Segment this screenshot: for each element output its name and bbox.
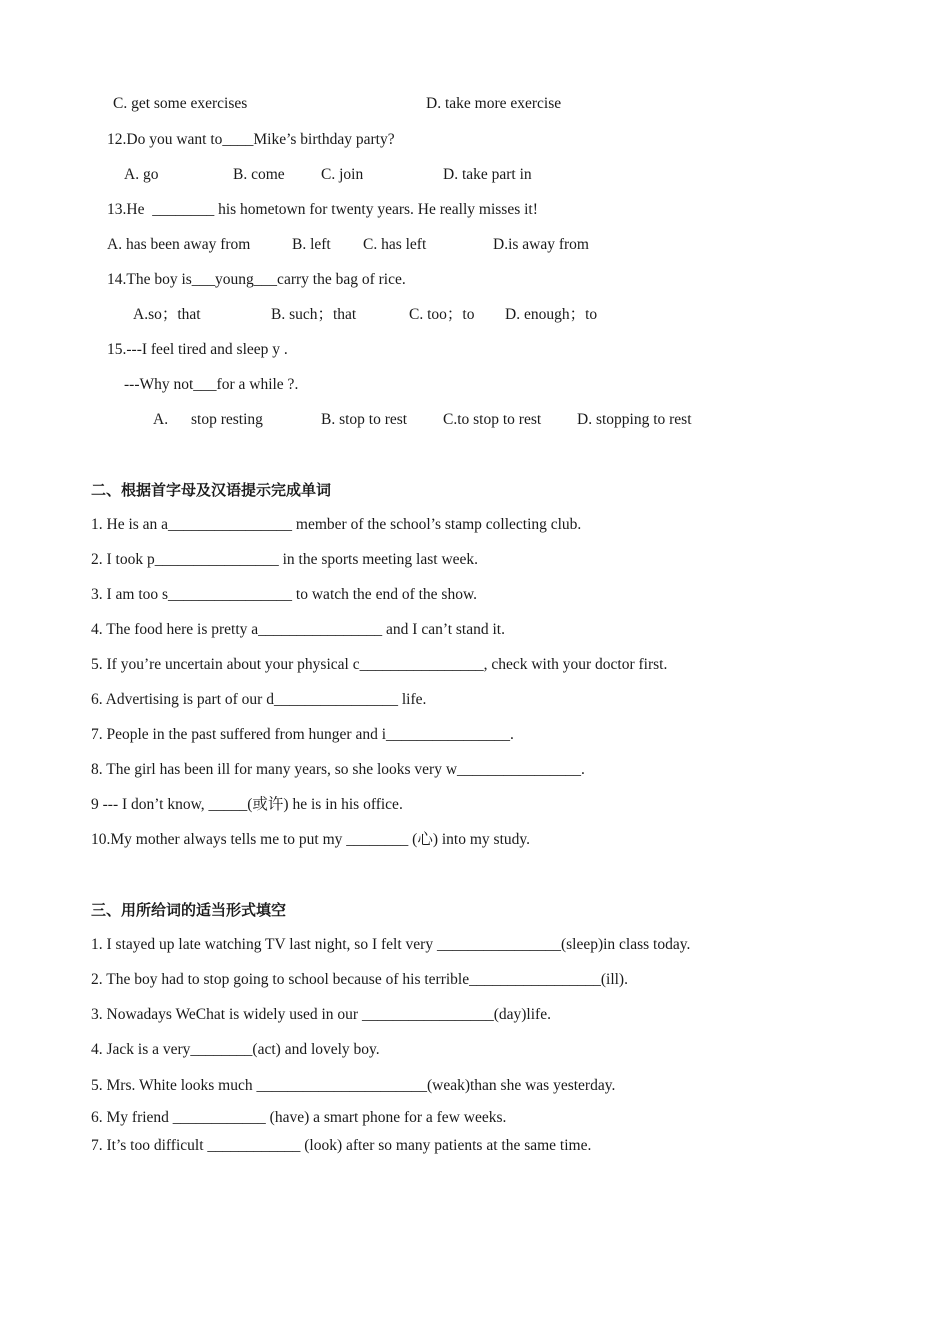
- list-item: 2. The boy had to stop going to school because of his terrible_________________(ill).: [91, 971, 628, 988]
- option-a: A. go: [124, 166, 159, 183]
- list-item: 3. Nowadays WeChat is widely used in our _________________(day)life.: [91, 1006, 551, 1023]
- option-b: B. stop to rest: [321, 411, 408, 428]
- list-item: 4. Jack is a very________(act) and lovely boy.: [91, 1041, 380, 1058]
- list-item: 7. People in the past suffered from hunger and i________________.: [91, 726, 514, 743]
- list-item: 8. The girl has been ill for many years, so she looks very w________________.: [91, 761, 585, 778]
- list-item: 7. It’s too difficult ____________ (look) after so many patients at the same time.: [91, 1137, 592, 1154]
- option-a: A. has been away from: [107, 236, 251, 253]
- option-a: A.so；that: [133, 306, 201, 323]
- question-15-line-2: ---Why not___for a while ?.: [124, 376, 299, 393]
- option-c: C. too；to: [409, 306, 475, 323]
- option-b: B. left: [292, 236, 331, 253]
- question-14: 14.The boy is___young___carry the bag of rice.: [107, 271, 406, 288]
- list-item: 1. He is an a________________ member of the school’s stamp collecting club.: [91, 516, 582, 533]
- section-heading: 三、用所给词的适当形式填空: [91, 901, 287, 919]
- option-c: C. join: [321, 166, 364, 183]
- list-item: 1. I stayed up late watching TV last night, so I felt very ________________(sleep)in class today.: [91, 936, 691, 953]
- option-d: D. stopping to rest: [577, 411, 692, 428]
- list-item: 2. I took p________________ in the sports meeting last week.: [91, 551, 479, 568]
- list-item: 4. The food here is pretty a________________ and I can’t stand it.: [91, 621, 505, 638]
- option-d: D. take part in: [443, 166, 532, 183]
- list-item: 5. If you’re uncertain about your physical c________________, check with your doctor first.: [91, 656, 668, 673]
- question-15: 15.---I feel tired and sleep y .: [107, 341, 288, 358]
- option-d: D.is away from: [493, 236, 589, 253]
- list-item: 6. My friend ____________ (have) a smart phone for a few weeks.: [91, 1109, 507, 1126]
- section-heading: 二、根据首字母及汉语提示完成单词: [91, 481, 332, 499]
- question-12: 12.Do you want to____Mike’s birthday party?: [107, 131, 395, 148]
- option-b: B. come: [233, 166, 285, 183]
- list-item: 5. Mrs. White looks much ______________________(weak)than she was yesterday.: [91, 1077, 616, 1094]
- list-item: 3. I am too s________________ to watch the end of the show.: [91, 586, 478, 603]
- option-c: C. has left: [363, 236, 427, 253]
- option-d: D. take more exercise: [426, 95, 562, 112]
- option-d: D. enough；to: [505, 306, 598, 323]
- option-c: C.to stop to rest: [443, 411, 542, 428]
- option-a-label: A.: [153, 411, 169, 428]
- list-item: 6. Advertising is part of our d________________ life.: [91, 691, 427, 708]
- list-item: 9 --- I don’t know, _____(或许) he is in his office.: [91, 796, 403, 813]
- question-13: 13.He ________ his hometown for twenty years. He really misses it!: [107, 201, 538, 218]
- option-b: B. such；that: [271, 306, 357, 323]
- option-a: stop resting: [191, 411, 263, 428]
- option-c: C. get some exercises: [113, 95, 248, 112]
- list-item: 10.My mother always tells me to put my ________ (心) into my study.: [91, 831, 530, 848]
